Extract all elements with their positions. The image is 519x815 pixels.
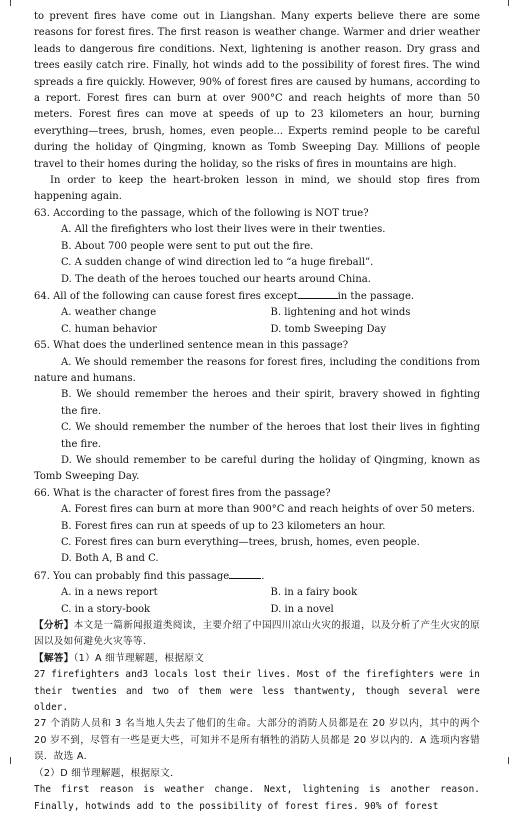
question-67-stem-pre: 67. You can probably find this passage: [34, 570, 230, 582]
question-64-options-row-2: [34, 322, 480, 338]
question-67-option-d: D. in a novel: [270, 603, 334, 615]
question-64-option-d: D. tomb Sweeping Day: [270, 323, 387, 335]
question-66-option-a: A. Forest fires can burn at more than 900°C and reach heights of over 50 meters.: [61, 504, 475, 516]
answer-section-heading: [34, 651, 480, 667]
question-64-option-b: B. lightening and hot winds: [270, 307, 411, 319]
question-66-option-c: C. Forest fires can burn everything—trees, brush, homes, even people.: [61, 537, 420, 548]
question-64-stem-pre: 64. All of the following can cause forest fires except: [34, 290, 298, 302]
answer-blank: [298, 288, 338, 299]
question-67-stem: [34, 568, 480, 585]
corner-mark-top-right: [508, 0, 509, 6]
corner-mark-bottom-left: [10, 757, 11, 764]
question-64-option-c: C. human behavior: [61, 323, 157, 335]
question-64-option-a: A. weather change: [61, 307, 157, 319]
question-63-option-b: B. About 700 people were sent to put out the fire.: [61, 240, 314, 252]
passage-paragraph-2: In order to keep the heart-broken lesson in mind, we should stop fires from happening again.: [34, 175, 480, 203]
question-65-option-d: D. We should remember to be careful during the holiday of Qingming, known as Tomb Sweeping Day.: [34, 454, 480, 483]
question-66-stem: 66. What is the character of forest fires from the passage?: [34, 487, 331, 499]
answer-part-2-heading: （2）D 细节理解题，根据原文．: [34, 767, 181, 779]
answer-part-1-english: 27 firefighters and3 locals lost their lives. Most of the firefighters were in their twenties and two of them were less thantwenty, though several were older.: [34, 669, 480, 714]
question-64-options-row-1: [34, 305, 480, 321]
question-66-option-d: D. Both A, B and C.: [61, 553, 159, 565]
answer-label: 【解答】: [34, 652, 74, 664]
question-63-option-c: C. A sudden change of wind direction led to “a huge fireball”.: [61, 257, 374, 269]
answer-blank: [229, 568, 261, 579]
question-64-stem-post: in the passage.: [337, 290, 415, 302]
analysis-label: 【分析】: [34, 620, 74, 632]
question-65-option-b: B. We should remember the heroes and their spirit, bravery showed in fighting the fire.: [61, 389, 480, 417]
answer-part-1-chinese: 27 个消防人员和 3 名当地人失去了他们的生命。大部分的消防人员都是在 20 岁以内，其中的两个 20 岁不到，尽管有一些是更大些，可知并不是所有牺牲的消防人员都是 20 岁以内的．A 选项内容错误．故选 A．: [34, 718, 480, 763]
corner-mark-bottom-right: [508, 757, 509, 764]
question-63-option-d: D. The death of the heroes touched our hearts around China.: [61, 273, 371, 285]
answer-part-1-heading: （1）A 细节理解题，根据原文: [73, 652, 205, 664]
question-67-option-a: A. in a news report: [61, 587, 158, 599]
question-67-stem-post: .: [261, 570, 265, 582]
document-page: [34, 9, 480, 815]
question-63-stem: 63. According to the passage, which of the following is NOT true?: [34, 207, 369, 219]
question-66-option-b: B. Forest fires can run at speeds of up to 23 kilometers an hour.: [61, 520, 386, 532]
analysis-text: 本文是一篇新闻报道类阅读，主要介绍了中国四川凉山火灾的报道，以及分析了产生火灾的原因以及如何避免火灾等等.: [34, 620, 480, 648]
question-65-option-a: A. We should remember the reasons for forest fires, including the conditions from nature and humans.: [34, 356, 480, 384]
question-64-stem: [34, 288, 480, 305]
question-63-option-a: A. All the firefighters who lost their lives were in their twenties.: [61, 224, 386, 236]
question-67-option-b: B. in a fairy book: [270, 587, 358, 599]
question-67-options-row-1: [34, 585, 480, 601]
question-65-stem: 65. What does the underlined sentence mean in this passage?: [34, 340, 349, 352]
passage-paragraph-1: to prevent fires have come out in Liangshan. Many experts believe there are some reasons for forest fires. The first reason is weather change. Warmer and drier weather leads to dangerous fire conditions. Next, lightening is another reason. Dry grass and trees easily catch rire. Finally, hot winds add to the possibility of forest fires. The wind spreads a fire quickly. However, 90% of forest fires are caused by humans, according to a report. Forest fires can burn at over 900°C and reach heights of more than 50 meters. Forest fires can move at speeds of up to 23 kilometers an hour, burning everything—trees, brush, homes, even people... Experts remind people to be careful during the holiday of Qingming, known as Tomb Sweeping Day. Millions of people travel to their homes during the holiday, so the risks of fires in mountains are high.: [34, 11, 480, 170]
answer-part-2-english: The first reason is weather change. Next, lightening is another reason. Finally, hotwinds add to the possibility of forest fires. 90% of forest: [34, 784, 480, 812]
question-65-option-c: C. We should remember the number of the heroes that lost their lives in fighting the fire.: [61, 422, 480, 450]
question-67-option-c: C. in a story-book: [61, 603, 151, 615]
corner-mark-top-left: [10, 0, 11, 6]
question-67-options-row-2: [34, 602, 480, 618]
analysis-section: [34, 618, 480, 651]
